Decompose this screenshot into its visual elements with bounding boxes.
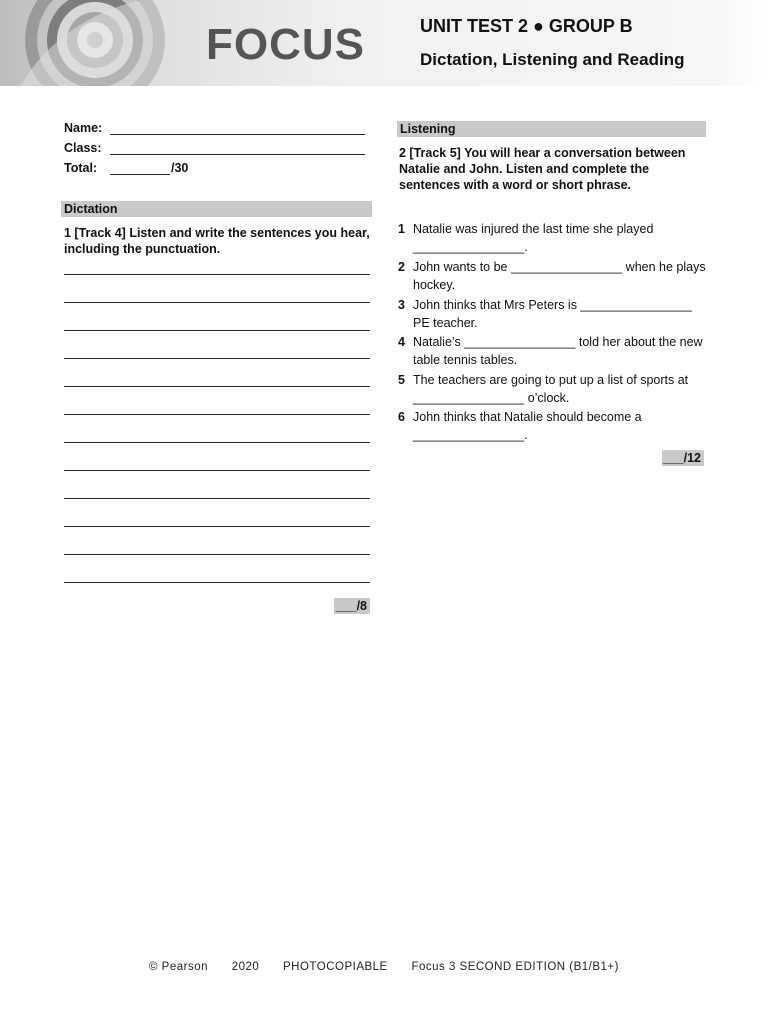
listening-instruction: 2 [Track 5] You will hear a conversation between Natalie and John. Listen and complete the sentences with a word or short phrase. bbox=[399, 146, 686, 192]
page-footer bbox=[0, 961, 768, 973]
question-text: Natalie’s ________________ told her about the new table tennis tables. bbox=[413, 335, 703, 367]
dictation-answer-line[interactable] bbox=[64, 330, 370, 331]
brand-logo-text: FOCUS bbox=[206, 20, 365, 69]
question-number: 1 bbox=[398, 222, 405, 236]
class-row bbox=[64, 141, 110, 155]
dictation-answer-line[interactable] bbox=[64, 414, 370, 415]
dictation-answer-line[interactable] bbox=[64, 470, 370, 471]
dictation-answer-line[interactable] bbox=[64, 386, 370, 387]
question-number: 4 bbox=[398, 335, 405, 349]
question-1 bbox=[398, 220, 708, 256]
dictation-score: ___/8 bbox=[334, 598, 370, 614]
dictation-answer-line[interactable] bbox=[64, 526, 370, 527]
class-label: Class: bbox=[64, 141, 102, 155]
question-text: Natalie was injured the last time she played ________________. bbox=[413, 222, 654, 254]
question-text: John thinks that Natalie should become a ________________. bbox=[413, 410, 642, 442]
total-label: Total: bbox=[64, 161, 98, 175]
total-field[interactable] bbox=[110, 174, 170, 175]
footer-photocopiable: PHOTOCOPIABLE bbox=[283, 961, 388, 973]
dictation-answer-line[interactable] bbox=[64, 582, 370, 583]
dictation-instruction: 1 [Track 4] Listen and write the sentences you hear, including the punctuation. bbox=[64, 226, 370, 256]
footer-copyright: © Pearson bbox=[149, 961, 209, 973]
question-3 bbox=[398, 296, 708, 332]
total-row bbox=[64, 161, 110, 175]
question-5 bbox=[398, 371, 708, 407]
name-row bbox=[64, 121, 110, 135]
question-6 bbox=[398, 408, 708, 444]
footer-edition: Focus 3 SECOND EDITION (B1/B1+) bbox=[411, 961, 619, 973]
question-number: 3 bbox=[398, 298, 405, 312]
question-text: John thinks that Mrs Peters is ________________ PE teacher. bbox=[413, 298, 692, 330]
dictation-answer-line[interactable] bbox=[64, 498, 370, 499]
footer-year: 2020 bbox=[231, 961, 260, 973]
name-field[interactable] bbox=[110, 134, 365, 135]
name-label: Name: bbox=[64, 121, 103, 135]
focus-logo-graphic bbox=[0, 0, 200, 86]
class-field[interactable] bbox=[110, 154, 365, 155]
dictation-answer-line[interactable] bbox=[64, 302, 370, 303]
question-number: 5 bbox=[398, 373, 405, 387]
dictation-answer-line[interactable] bbox=[64, 358, 370, 359]
dictation-answer-line[interactable] bbox=[64, 274, 370, 275]
listening-score: ___/12 bbox=[662, 450, 704, 466]
question-number: 2 bbox=[398, 260, 405, 274]
test-subtitle: Dictation, Listening and Reading bbox=[420, 50, 685, 69]
page-header bbox=[0, 0, 712, 86]
question-number: 6 bbox=[398, 410, 405, 424]
question-2 bbox=[398, 258, 708, 294]
listening-heading: Listening bbox=[397, 121, 706, 137]
dictation-heading: Dictation bbox=[61, 201, 372, 217]
dictation-answer-line[interactable] bbox=[64, 554, 370, 555]
question-4 bbox=[398, 333, 708, 369]
question-text: John wants to be ________________ when he plays hockey. bbox=[413, 260, 706, 292]
test-title: UNIT TEST 2 ● GROUP B bbox=[420, 16, 633, 36]
total-suffix: /30 bbox=[171, 161, 189, 175]
dictation-answer-line[interactable] bbox=[64, 442, 370, 443]
question-text: The teachers are going to put up a list of sports at ________________ o’clock. bbox=[413, 373, 689, 405]
